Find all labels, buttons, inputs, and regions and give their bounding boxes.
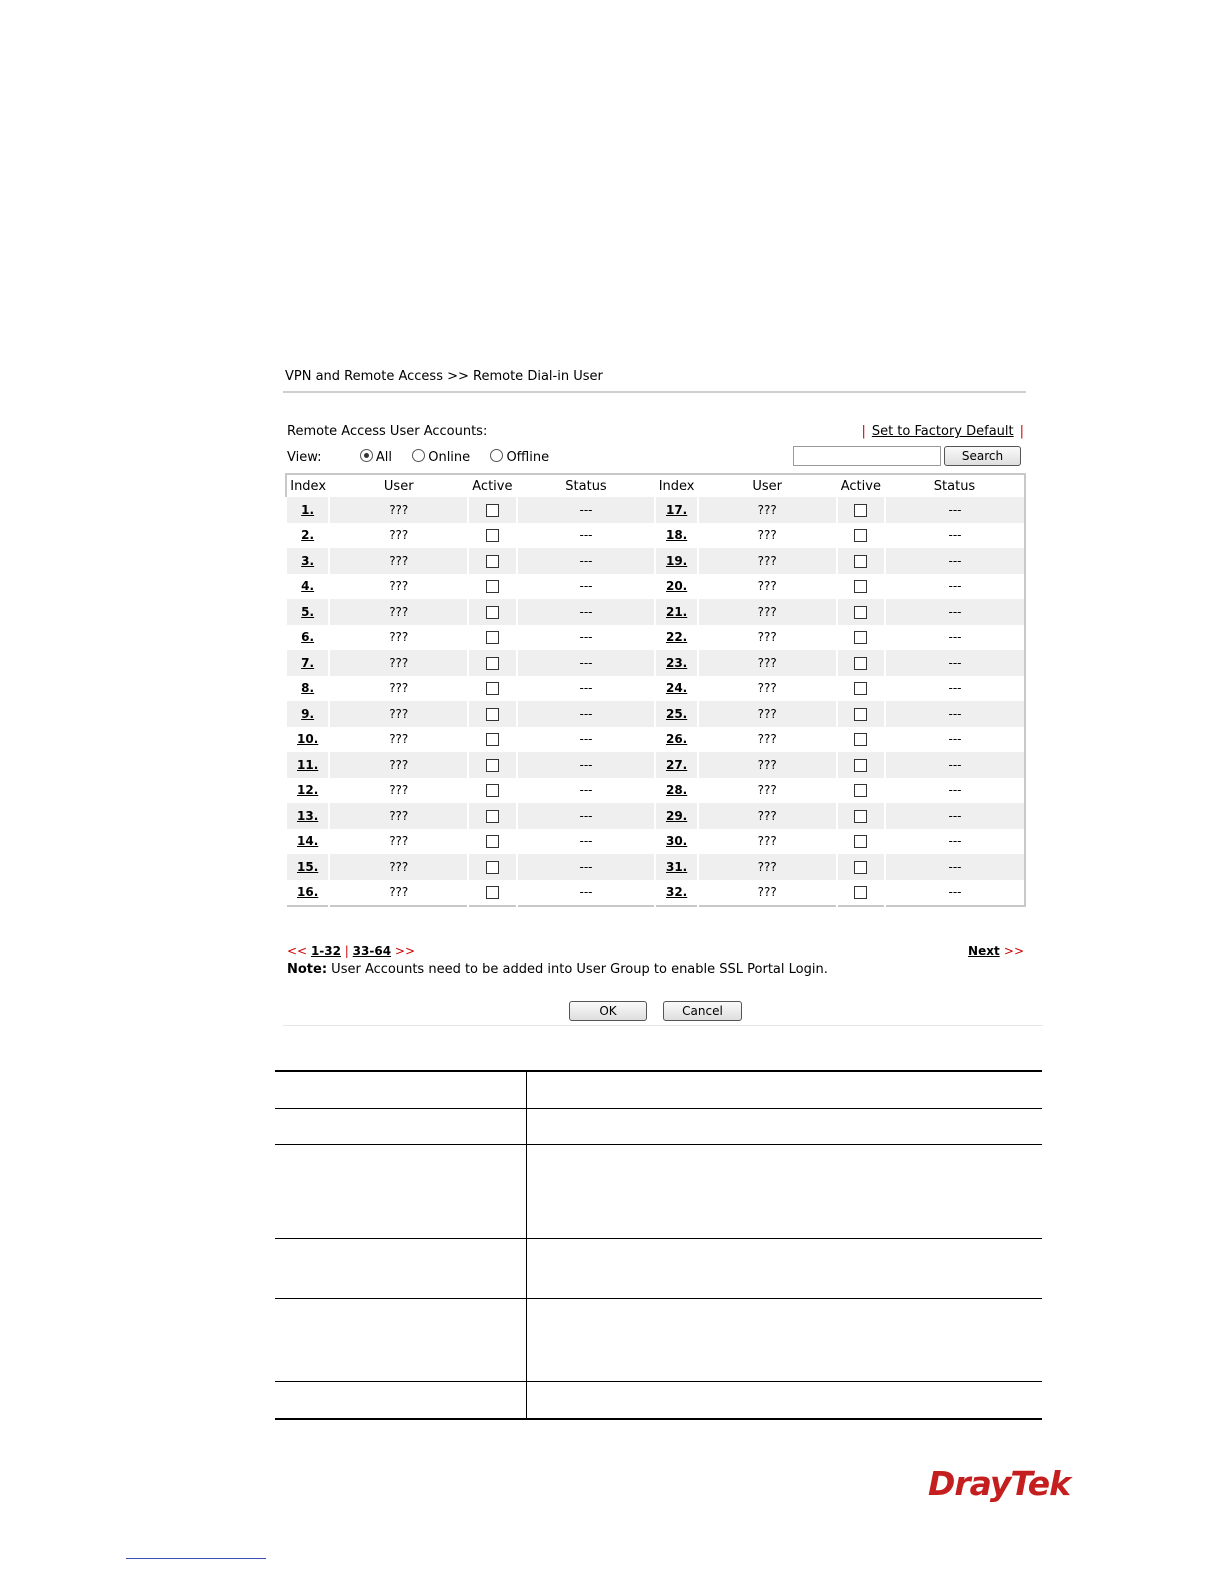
user-cell: ???: [698, 752, 837, 778]
table-rule: [275, 1298, 1042, 1299]
index-cell: [286, 574, 329, 600]
user-cell: ???: [698, 854, 837, 880]
status-cell: ---: [517, 829, 656, 855]
col-header-active: Active: [840, 478, 881, 494]
status-cell: ---: [517, 778, 656, 804]
index-cell: [286, 650, 329, 676]
user-index-link[interactable]: 11.: [297, 757, 319, 772]
view-option-offline[interactable]: Offline: [490, 450, 549, 465]
active-checkbox[interactable]: [486, 759, 499, 772]
index-cell: [655, 778, 697, 804]
active-checkbox[interactable]: [486, 733, 499, 746]
index-cell: [655, 548, 697, 574]
table-row: [286, 599, 1025, 625]
separator: |: [1019, 424, 1024, 439]
index-cell: [286, 778, 329, 804]
user-cell: ???: [329, 548, 468, 574]
user-index-link[interactable]: 32.: [665, 885, 688, 900]
status-cell: ---: [517, 523, 656, 549]
index-cell: [286, 752, 329, 778]
index-cell: [655, 727, 697, 753]
index-cell: [655, 854, 697, 880]
user-cell: ???: [329, 497, 468, 523]
user-index-link[interactable]: 31.: [665, 859, 688, 874]
table-row: [286, 676, 1025, 702]
note: [287, 962, 828, 977]
active-cell: [468, 625, 516, 651]
user-index-link[interactable]: 13.: [297, 808, 319, 823]
view-option-online[interactable]: Online: [412, 450, 470, 465]
active-checkbox[interactable]: [486, 555, 499, 568]
table-row: [286, 548, 1025, 574]
col-header-status: Status: [565, 478, 607, 494]
user-cell: ???: [329, 574, 468, 600]
user-cell: ???: [698, 803, 837, 829]
table-row: [286, 854, 1025, 880]
status-cell: ---: [517, 701, 656, 727]
separator: |: [344, 944, 349, 958]
users-table: [285, 473, 1026, 907]
user-index-link[interactable]: 25.: [665, 706, 688, 721]
active-checkbox[interactable]: [486, 529, 499, 542]
next-arrows-right: >>: [1003, 944, 1024, 958]
status-cell: ---: [517, 752, 656, 778]
index-cell: [655, 701, 697, 727]
status-cell: ---: [517, 803, 656, 829]
user-cell: ???: [329, 803, 468, 829]
active-checkbox[interactable]: [854, 784, 867, 797]
active-cell: [468, 650, 516, 676]
index-cell: [286, 854, 329, 880]
user-cell: ???: [698, 625, 837, 651]
active-cell: [468, 574, 516, 600]
active-cell: [837, 523, 885, 549]
index-cell: [286, 880, 329, 907]
active-checkbox[interactable]: [486, 682, 499, 695]
status-cell: ---: [885, 752, 1025, 778]
status-cell: ---: [517, 727, 656, 753]
user-cell: ???: [698, 701, 837, 727]
index-cell: [655, 676, 697, 702]
user-cell: ???: [698, 497, 837, 523]
search-input[interactable]: [793, 446, 941, 466]
status-cell: ---: [885, 497, 1025, 523]
index-cell: [286, 803, 329, 829]
active-cell: [468, 854, 516, 880]
table-header-row: [286, 474, 1025, 497]
col-header-user: User: [383, 478, 414, 494]
active-checkbox[interactable]: [854, 886, 867, 899]
panel-bottom-divider: [283, 1025, 1043, 1026]
active-checkbox[interactable]: [486, 631, 499, 644]
status-cell: ---: [885, 803, 1025, 829]
radio-icon[interactable]: [412, 449, 425, 462]
active-checkbox[interactable]: [854, 606, 867, 619]
status-cell: ---: [885, 727, 1025, 753]
active-checkbox[interactable]: [854, 555, 867, 568]
status-cell: ---: [885, 676, 1025, 702]
table-row: [286, 880, 1025, 907]
status-cell: ---: [885, 599, 1025, 625]
active-checkbox[interactable]: [486, 835, 499, 848]
user-index-link[interactable]: 24.: [665, 681, 688, 696]
status-cell: ---: [885, 778, 1025, 804]
col-header-index: Index: [290, 478, 327, 494]
table-row: [286, 650, 1025, 676]
active-checkbox[interactable]: [486, 708, 499, 721]
index-cell: [286, 523, 329, 549]
set-factory-default-link[interactable]: Set to Factory Default: [871, 424, 1014, 439]
user-cell: ???: [698, 548, 837, 574]
table-row: [286, 523, 1025, 549]
user-index-link[interactable]: 18.: [665, 528, 688, 543]
active-cell: [837, 727, 885, 753]
active-checkbox[interactable]: [854, 631, 867, 644]
user-index-link[interactable]: 6.: [301, 630, 315, 645]
col-header-user: User: [752, 478, 783, 494]
user-cell: ???: [698, 523, 837, 549]
page-navigation: [287, 944, 415, 958]
user-cell: ???: [329, 829, 468, 855]
user-index-link[interactable]: 19.: [665, 553, 688, 568]
status-cell: ---: [517, 599, 656, 625]
user-cell: ???: [329, 854, 468, 880]
user-index-link[interactable]: 16.: [297, 885, 319, 900]
status-cell: ---: [517, 880, 656, 907]
index-cell: [655, 599, 697, 625]
status-cell: ---: [885, 548, 1025, 574]
next-arrows: >>: [394, 944, 415, 958]
index-cell: [286, 548, 329, 574]
user-cell: ???: [698, 880, 837, 907]
active-checkbox[interactable]: [854, 657, 867, 670]
header-divider: [283, 391, 1026, 393]
active-cell: [837, 880, 885, 907]
user-index-link[interactable]: 27.: [665, 757, 688, 772]
active-checkbox[interactable]: [854, 835, 867, 848]
col-header-status: Status: [933, 478, 976, 494]
prev-arrows: <<: [287, 944, 308, 958]
user-index-link[interactable]: 29.: [665, 808, 688, 823]
col-header-index: Index: [658, 478, 695, 494]
table-rule: [275, 1108, 1042, 1109]
active-checkbox[interactable]: [854, 708, 867, 721]
user-cell: ???: [329, 701, 468, 727]
active-cell: [468, 752, 516, 778]
active-cell: [837, 574, 885, 600]
breadcrumb: VPN and Remote Access >> Remote Dial-in User: [285, 369, 603, 384]
active-cell: [468, 497, 516, 523]
user-index-link[interactable]: 7.: [301, 655, 315, 670]
user-index-link[interactable]: 22.: [665, 630, 688, 645]
active-cell: [468, 727, 516, 753]
user-index-link[interactable]: 9.: [301, 706, 315, 721]
user-index-link[interactable]: 14.: [297, 834, 319, 849]
table-row: [286, 701, 1025, 727]
table-rule: [275, 1144, 1042, 1145]
active-cell: [468, 523, 516, 549]
col-header-active: Active: [472, 478, 513, 494]
table-rule: [275, 1238, 1042, 1239]
user-index-link[interactable]: 2.: [301, 528, 315, 543]
index-cell: [655, 880, 697, 907]
active-checkbox[interactable]: [854, 529, 867, 542]
active-checkbox[interactable]: [486, 606, 499, 619]
user-cell: ???: [329, 778, 468, 804]
view-filter: [287, 449, 549, 465]
user-index-link[interactable]: 1.: [301, 502, 315, 517]
index-cell: [286, 599, 329, 625]
user-index-link[interactable]: 12.: [297, 783, 319, 798]
user-cell: ???: [698, 574, 837, 600]
user-index-link[interactable]: 10.: [297, 732, 319, 747]
index-cell: [286, 727, 329, 753]
active-cell: [837, 676, 885, 702]
user-cell: ???: [698, 599, 837, 625]
page-link-33-64[interactable]: 33-64: [352, 944, 392, 958]
active-cell: [837, 803, 885, 829]
table-row: [286, 574, 1025, 600]
table-row: [286, 803, 1025, 829]
index-cell: [286, 701, 329, 727]
radio-icon[interactable]: [490, 449, 503, 462]
index-cell: [655, 803, 697, 829]
active-cell: [837, 625, 885, 651]
active-checkbox[interactable]: [486, 657, 499, 670]
active-cell: [468, 880, 516, 907]
index-cell: [286, 829, 329, 855]
active-checkbox[interactable]: [486, 504, 499, 517]
view-option-all[interactable]: All: [360, 450, 392, 465]
index-cell: [286, 676, 329, 702]
index-cell: [655, 574, 697, 600]
active-checkbox[interactable]: [854, 580, 867, 593]
user-cell: ???: [329, 599, 468, 625]
active-cell: [468, 803, 516, 829]
active-cell: [468, 701, 516, 727]
user-cell: ???: [329, 625, 468, 651]
status-cell: ---: [885, 574, 1025, 600]
description-table: [275, 1070, 1042, 1422]
user-index-link[interactable]: 28.: [665, 783, 688, 798]
active-checkbox[interactable]: [486, 784, 499, 797]
user-index-link[interactable]: 4.: [301, 579, 315, 594]
status-cell: ---: [517, 650, 656, 676]
active-cell: [837, 497, 885, 523]
user-cell: ???: [329, 752, 468, 778]
status-cell: ---: [885, 854, 1025, 880]
active-checkbox[interactable]: [854, 504, 867, 517]
active-checkbox[interactable]: [486, 861, 499, 874]
index-cell: [655, 650, 697, 676]
user-index-link[interactable]: 23.: [665, 655, 688, 670]
table-row: [286, 625, 1025, 651]
active-checkbox[interactable]: [486, 810, 499, 823]
user-index-link[interactable]: 20.: [665, 579, 688, 594]
factory-default-area: [855, 424, 1024, 439]
user-index-link[interactable]: 26.: [665, 732, 688, 747]
user-index-link[interactable]: 5.: [301, 604, 315, 619]
status-cell: ---: [885, 523, 1025, 549]
active-checkbox[interactable]: [854, 861, 867, 874]
table-rule: [275, 1418, 1042, 1420]
active-checkbox[interactable]: [854, 733, 867, 746]
status-cell: ---: [885, 625, 1025, 651]
user-cell: ???: [698, 778, 837, 804]
active-cell: [837, 650, 885, 676]
user-index-link[interactable]: 21.: [665, 604, 688, 619]
active-cell: [837, 701, 885, 727]
table-column-divider: [526, 1070, 527, 1420]
active-cell: [468, 548, 516, 574]
table-row: [286, 778, 1025, 804]
view-label: View:: [287, 450, 322, 465]
status-cell: ---: [885, 829, 1025, 855]
table-row: [286, 497, 1025, 523]
search-button[interactable]: Search: [944, 446, 1021, 466]
user-cell: ???: [698, 829, 837, 855]
next-link[interactable]: Next: [968, 944, 1000, 958]
table-rule: [275, 1070, 1042, 1072]
active-cell: [468, 676, 516, 702]
active-checkbox[interactable]: [486, 886, 499, 899]
active-cell: [468, 829, 516, 855]
user-cell: ???: [329, 650, 468, 676]
radio-icon[interactable]: [360, 449, 373, 462]
active-cell: [837, 752, 885, 778]
ok-button[interactable]: OK: [569, 1001, 647, 1021]
index-cell: [655, 752, 697, 778]
index-cell: [286, 625, 329, 651]
index-cell: [655, 625, 697, 651]
note-text: User Accounts need to be added into User Group to enable SSL Portal Login.: [327, 962, 828, 977]
page-link-1-32[interactable]: 1-32: [310, 944, 341, 958]
active-cell: [837, 778, 885, 804]
user-cell: ???: [329, 523, 468, 549]
index-cell: [655, 523, 697, 549]
table-rule: [275, 1381, 1042, 1382]
draytek-logo: DrayTek: [928, 1464, 1071, 1503]
user-cell: ???: [698, 650, 837, 676]
active-cell: [837, 548, 885, 574]
active-checkbox[interactable]: [854, 759, 867, 772]
index-cell: [655, 497, 697, 523]
user-index-link[interactable]: 15.: [297, 859, 319, 874]
active-checkbox[interactable]: [854, 810, 867, 823]
status-cell: ---: [517, 676, 656, 702]
status-cell: ---: [517, 625, 656, 651]
status-cell: ---: [517, 548, 656, 574]
status-cell: ---: [885, 650, 1025, 676]
user-index-link[interactable]: 8.: [301, 681, 315, 696]
note-label: Note:: [287, 962, 328, 977]
active-cell: [468, 778, 516, 804]
index-cell: [655, 829, 697, 855]
user-index-link[interactable]: 3.: [301, 553, 315, 568]
table-row: [286, 829, 1025, 855]
table-row: [286, 752, 1025, 778]
footer-rule: [126, 1558, 266, 1559]
active-cell: [837, 599, 885, 625]
active-cell: [837, 854, 885, 880]
status-cell: ---: [517, 574, 656, 600]
active-cell: [837, 829, 885, 855]
status-cell: ---: [517, 497, 656, 523]
user-cell: ???: [698, 676, 837, 702]
active-cell: [468, 599, 516, 625]
user-cell: ???: [329, 676, 468, 702]
next-page: [968, 944, 1024, 958]
user-cell: ???: [329, 880, 468, 907]
user-index-link[interactable]: 17.: [665, 502, 688, 517]
active-checkbox[interactable]: [486, 580, 499, 593]
table-row: [286, 727, 1025, 753]
status-cell: ---: [885, 701, 1025, 727]
user-index-link[interactable]: 30.: [665, 834, 688, 849]
user-cell: ???: [329, 727, 468, 753]
user-cell: ???: [698, 727, 837, 753]
accounts-title: Remote Access User Accounts:: [287, 424, 488, 439]
active-checkbox[interactable]: [854, 682, 867, 695]
status-cell: ---: [517, 854, 656, 880]
status-cell: ---: [885, 880, 1025, 907]
cancel-button[interactable]: Cancel: [663, 1001, 742, 1021]
separator: |: [861, 424, 866, 439]
index-cell: [286, 497, 329, 523]
